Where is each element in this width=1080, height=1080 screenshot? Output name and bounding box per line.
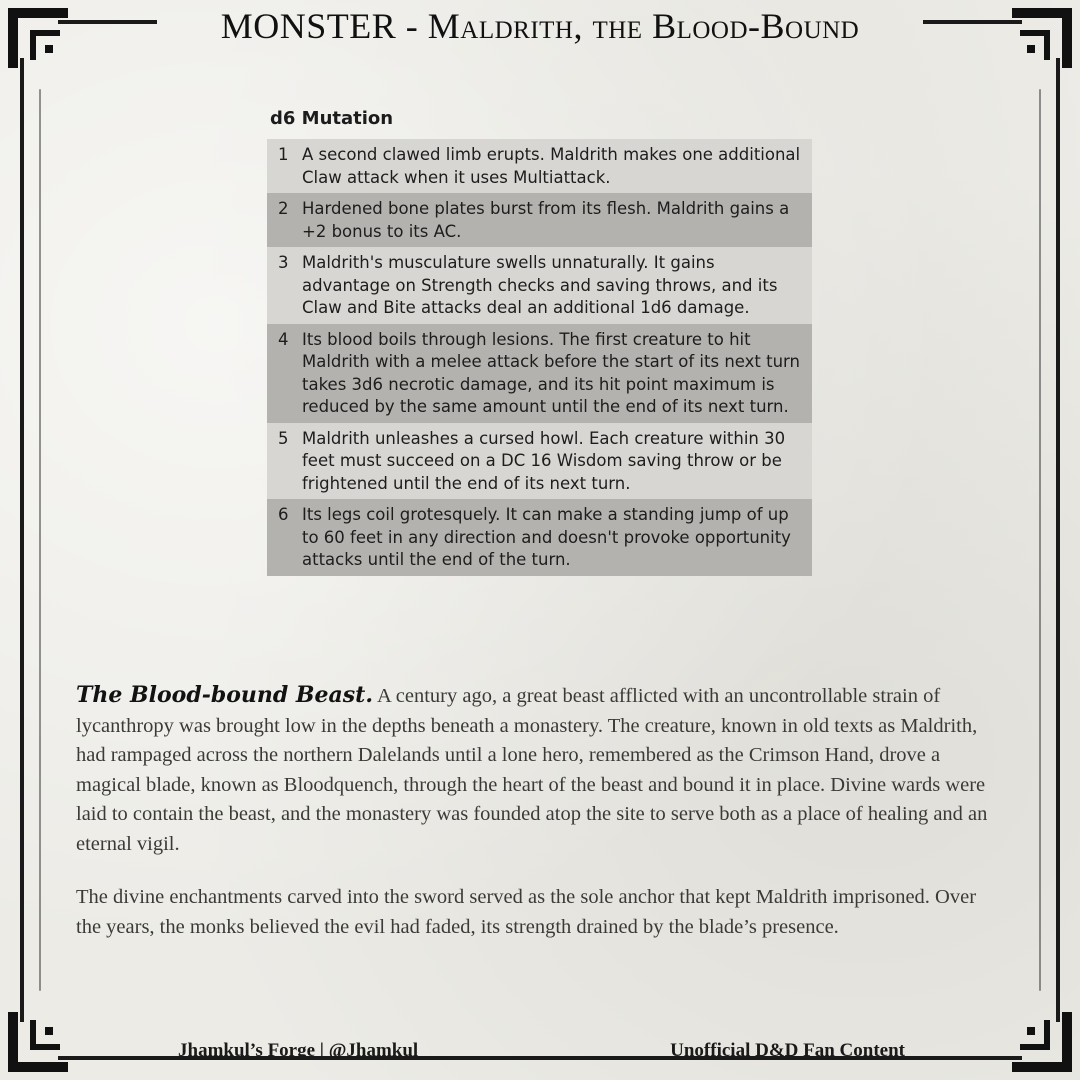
mutation-row bbox=[267, 139, 812, 193]
mutation-text: Maldrith unleashes a cursed howl. Each creature within 30 feet must succeed on a DC 16 Wisdom saving throw or be frightened until the end of its next turn. bbox=[302, 428, 786, 493]
mutation-roll: 3 bbox=[278, 253, 289, 272]
mutation-row bbox=[267, 247, 812, 324]
lore-paragraph-2: The divine enchantments carved into the sword served as the sole anchor that kept Maldrith imprisoned. Over the years, the monks believed the evil had faded, its strength drained by the blade’s presence. bbox=[76, 886, 977, 938]
mutation-roll: 6 bbox=[278, 505, 289, 524]
lore-title: The Blood-bound Beast. bbox=[76, 682, 373, 708]
mutation-text: A second clawed limb erupts. Maldrith makes one additional Claw attack when it uses Multiattack. bbox=[302, 145, 801, 187]
page-title: MONSTER - Maldrith, the Blood-Bound bbox=[220, 6, 860, 46]
mutation-roll: 4 bbox=[278, 329, 289, 349]
mutation-roll: 2 bbox=[278, 199, 289, 218]
mutation-roll: 1 bbox=[278, 145, 289, 164]
mutation-text: Its blood boils through lesions. The first creature to hit Maldrith with a melee attack before the start of its next turn takes 3d6 necrotic damage, and its hit point maximum is reduced by the same amount until the end of its next turn. bbox=[302, 329, 801, 416]
lore-paragraph-1 bbox=[76, 681, 1006, 859]
mutation-row bbox=[267, 324, 812, 423]
mutation-text: Hardened bone plates burst from its flesh. Maldrith gains a +2 bonus to its AC. bbox=[302, 199, 790, 241]
footer-disclaimer: Unofficial D&D Fan Content bbox=[670, 1040, 905, 1061]
mutation-text: Its legs coil grotesquely. It can make a standing jump of up to 60 feet in any direction and doesn't provoke opportunity attacks until the end of the turn. bbox=[302, 505, 791, 569]
lore-paragraph-1-text: A century ago, a great beast afflicted with an uncontrollable strain of lycanthropy was brought low in the depths beneath a monastery. The creature, known in old texts as Maldrith, had rampaged across the northern Dalelands until a lone hero, remembered as the Crimson Hand, drove a magical blade, known as Bloodquench, through the heart of the beast and bound it in place. Divine wards were laid to contain the beast, and the monastery was founded atop the site to serve both as a place of healing and an eternal vigil. bbox=[76, 685, 988, 855]
mutation-roll: 5 bbox=[278, 428, 289, 448]
mutation-row bbox=[267, 499, 812, 576]
footer-credit: Jhamkul’s Forge | @Jhamkul bbox=[178, 1040, 419, 1061]
mutation-row bbox=[267, 193, 812, 247]
mutation-text: Maldrith's musculature swells unnaturally. It gains advantage on Strength checks and saving throws, and its Claw and Bite attacks deal an additional 1d6 damage. bbox=[302, 253, 778, 317]
mutation-table bbox=[267, 139, 812, 576]
mutation-table-heading: d6 Mutation bbox=[270, 108, 394, 129]
mutation-row bbox=[267, 423, 812, 500]
